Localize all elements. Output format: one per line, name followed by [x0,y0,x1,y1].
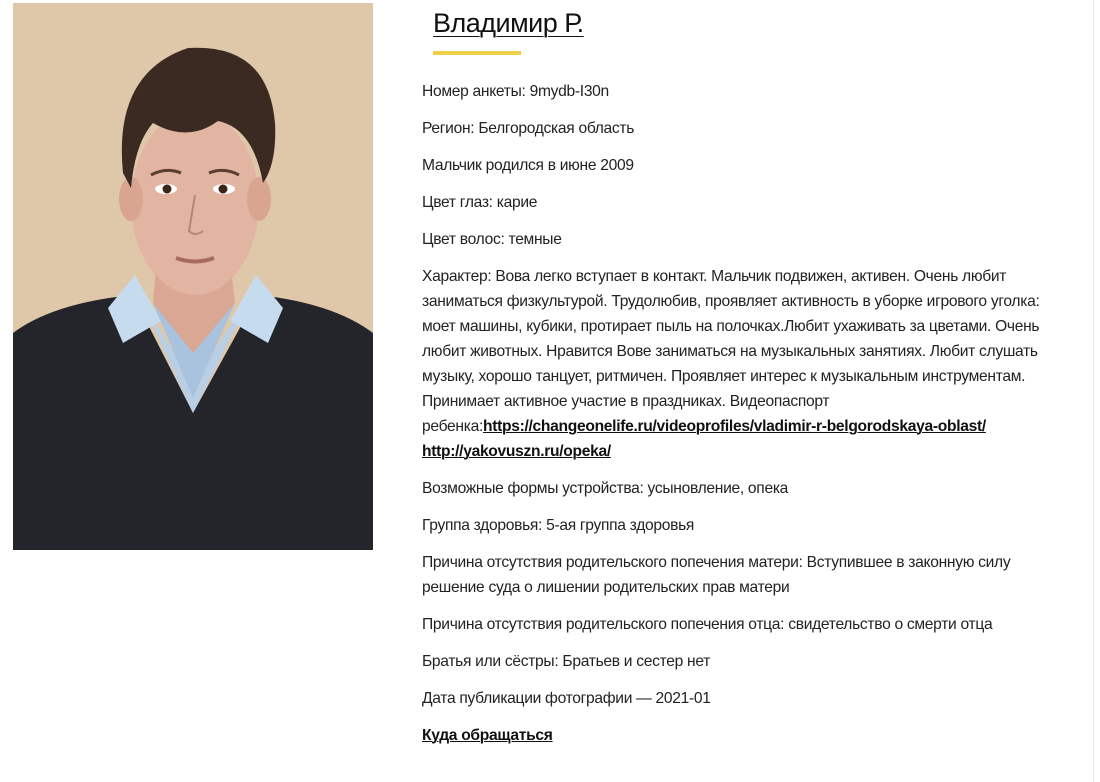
profile-health-group: Группа здоровья: 5-ая группа здоровья [422,517,695,534]
profile-birth: Мальчик родился в июне 2009 [422,157,634,174]
profile-father-reason: Причина отсутствия родительского попечения отца: свидетельство о смерти отца [422,616,993,633]
opeka-link[interactable]: http://yakovuszn.ru/opeka/ [422,443,611,460]
character-text: Характер: Вова легко вступает в контакт. Мальчик подвижен, активен. Очень любит заниматься физкультурой. Трудолюбив, проявляет активность в уборке игрового уголка: моет машины, кубики, протирает пыль на полочках.Любит ухаживать за цветами. Очень любит животных. Нравится Вове заниматься на музыкальных занятиях. Любит слушать музыку, хорошо танцует, ритмичен. Проявляет интерес к музыкальным инструментам. Принимает активное участие в праздниках. [422,268,1040,410]
title-accent-bar [433,51,521,55]
child-photo-image [13,3,373,550]
video-passport-link[interactable]: https://changeonelife.ru/videoprofiles/vladimir-r-belgorodskaya-oblast/ [482,418,986,435]
child-photo [13,3,373,550]
video-passport-label: Видеопаспорт ребенка: [422,393,830,435]
profile-hair-color: Цвет волос: темные [422,231,562,248]
page-right-border [1093,0,1094,782]
child-name-link[interactable]: Владимир Р. [433,8,584,38]
profile-region: Регион: Белгородская область [422,120,635,137]
profile-mother-reason: Причина отсутствия родительского попечения матери: Вступившее в законную силу решение суда о лишении родительских прав матери [422,554,1011,596]
profile-eye-color: Цвет глаз: карие [422,194,538,211]
profile-character [422,264,1072,464]
profile-siblings: Братья или сёстры: Братьев и сестер нет [422,653,711,670]
profile-fields [422,79,1072,748]
profile-photo-date: Дата публикации фотографии — 2021-01 [422,690,711,707]
profile-id: Номер анкеты: 9mydb-I30n [422,83,609,100]
profile-placement-forms: Возможные формы устройства: усыновление, опека [422,480,789,497]
contact-link[interactable]: Куда обращаться [422,727,553,744]
